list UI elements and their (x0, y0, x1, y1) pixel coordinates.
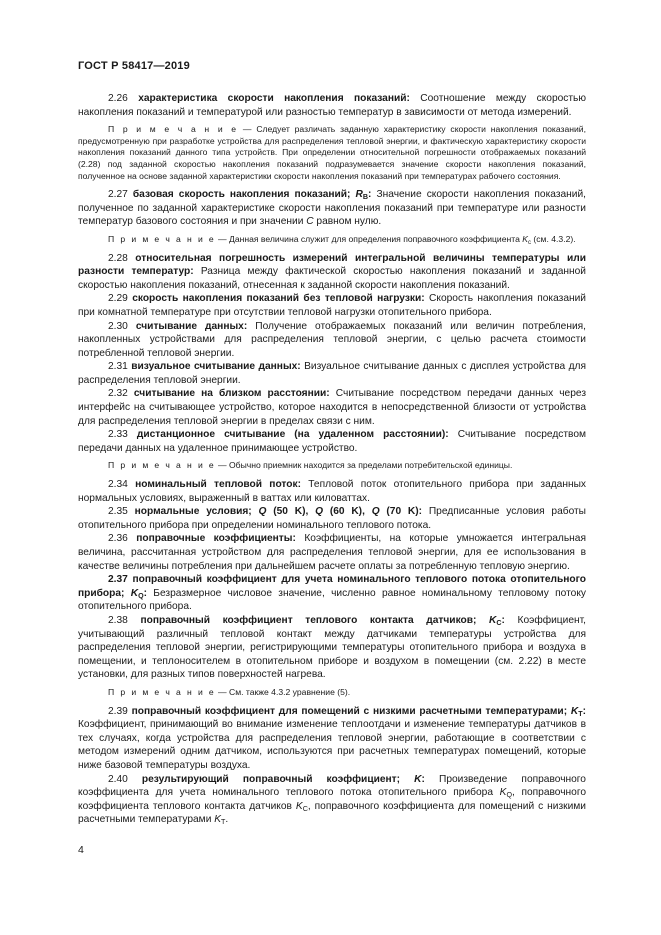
clause-2-26 (78, 92, 586, 119)
clause-number: 2.30 (108, 320, 128, 332)
definition: Безразмерное числовое значение, численно равное номинальному тепловому потоку отопительного прибора. (78, 587, 586, 613)
symbol: K (414, 773, 422, 785)
clause-number: 2.31 (108, 361, 128, 373)
note-label: П р и м е ч а н и е (108, 460, 216, 471)
clause-2-34 (78, 478, 586, 505)
clause-2-31 (78, 360, 586, 387)
note-text: — Обычно приемник находится за пределами потребительской единицы. (215, 460, 513, 471)
note-text: — См. также 4.3.2 уравнение (5). (215, 686, 351, 697)
definition: Соотношение между скоростью накопления показаний и температурой или разностью температур в зависимости от метода измерений. (78, 93, 586, 118)
clause-2-39: 2.39 поправочный коэффициент для помещений с низкими расчетными температурами; $K_T$: Коэффициент, принимающий во внимание изменение теплоотдачи и изменение температуры датчиков в тех случаях, когда устройства для распределения тепловой энергии, работающие в соответствии с методом измерений одним датчиком, используются при расчетных температурах помещений, которые ниже базовой температуры воздуха. (78, 705, 586, 771)
clause-number: 2.27 (108, 189, 128, 201)
note-2-33 (78, 460, 586, 472)
term: базовая скорость накопления показаний; (132, 189, 351, 201)
symbol-subscript: T (578, 709, 583, 718)
term: номинальный тепловой поток: (135, 479, 301, 491)
definition: Значение скорости накопления показаний, полученное по заданной характеристике скорости накопления показаний при температуре или разности температур базового состояния и при значении (78, 189, 586, 228)
term: дистанционное считывание (на удаленном расстоянии): (136, 429, 449, 441)
clause-2-35: 2.35 нормальные условия; Q (50 K), Q (60 K), Q (70 K): Предписанные условия работы отопительного прибора при определении номинального теплового потока. (78, 506, 587, 531)
note-text: — Данная величина служит для определения поправочного коэффициента (215, 233, 523, 244)
symbol-subscript: B (362, 193, 369, 202)
definition: Скорость накопления показаний при комнатной температуре при отсутствии тепловой нагрузки отопительного прибора. (78, 293, 586, 318)
clause-number: 2.40 (108, 773, 128, 785)
definition: Разница между фактической скоростью накопления показаний и заданной скоростью накопления показаний, отнесенная к заданной скорости накопления показаний. (78, 266, 586, 291)
term: относительная погрешность измерений интегральной величины температуры или разности температур: (78, 252, 586, 278)
clause-number: 2.29 (108, 293, 128, 305)
definition: Коэффициент, принимающий во внимание изменение теплоотдачи и изменение температуры датчиков в тех случаях, когда устройства для распределения тепловой энергии, работающие в соответствии с методом измерений одним датчиком, используются при расчетных температурах помещений, которые ниже базовой температуры воздуха. (78, 719, 586, 771)
clause-2-30 (78, 320, 586, 361)
clause-number: 2.35 (108, 506, 128, 518)
note-2-27: П р и м е ч а н и е — Данная величина служит для определения поправочного коэффициента $K_c$ (см. 4.3.2). (108, 233, 576, 246)
note-2-38 (78, 687, 586, 699)
definition: Считывание посредством передачи данных через интерфейс на считывающее устройство, которое находится в непосредственной близости от устройства для распределения тепловой энергии в пределах связи с ним. (78, 388, 586, 427)
clause-number: 2.32 (108, 388, 128, 400)
definition: Произведение поправочного коэффициента для учета номинального теплового потока отопительного прибора (78, 773, 586, 799)
clause-number: 2.37 (108, 574, 128, 586)
term: нормальные условия; (134, 506, 252, 518)
clause-2-29 (78, 292, 586, 319)
clause-2-33 (78, 428, 586, 455)
term: поправочный коэффициент для помещений с низкими расчетными температурами; (131, 705, 568, 717)
term: поправочный коэффициент для учета номинального теплового потока отопительного прибора; (78, 574, 586, 599)
note-label: П р и м е ч а н и е (108, 124, 238, 135)
clause-2-32 (78, 387, 586, 428)
note-label: П р и м е ч а н и е (108, 686, 216, 697)
clause-2-38: 2.38 поправочный коэффициент теплового контакта датчиков; $K_C$: Коэффициент, учитывающий различный тепловой контакт между датчиками температуры устройства для распределения тепловой энергии, регистрирующими температуры отопительного прибора и воздуха в помещении, и теплоносителем в отопительном приборе и воздухом в помещении (см. 2.22) в месте установки, для разных типов поверхностей нагрева. (78, 614, 586, 681)
symbol: K (489, 614, 497, 626)
term: визуальное считывание данных: (131, 361, 301, 373)
clause-number: 2.28 (108, 252, 128, 264)
term: считывание данных: (135, 320, 248, 332)
symbol: K (130, 587, 139, 599)
definition: Визуальное считывание данных с дисплея устройства для распределения тепловой энергии. (78, 361, 586, 386)
clause-2-36 (78, 532, 586, 573)
definition: Считывание посредством передачи данных на удаленное принимающее устройство. (78, 429, 586, 454)
document-body (78, 92, 586, 827)
clause-number: 2.38 (108, 614, 128, 626)
note-2-26 (78, 124, 586, 182)
definition: Коэффициенты, на которые умножается интегральная величина, рассчитанная устройством для распределения тепловой энергии, для ее использования в качестве величины потребления при дальнейшем расчете оплаты за потребленную тепловую энергию. (78, 533, 586, 572)
term: результирующий поправочный коэффициент; (141, 773, 401, 785)
clause-number: 2.33 (108, 429, 128, 441)
symbol: R (355, 189, 363, 201)
clause-number: 2.26 (108, 93, 128, 104)
definition: Предписанные условия работы отопительного прибора при определении номинального теплового потока. (78, 506, 587, 531)
symbol-subscript: Q (138, 591, 144, 600)
clause-number: 2.36 (108, 533, 128, 545)
note-label: П р и м е ч а н и е (108, 233, 216, 244)
clause-2-40: 2.40 результирующий поправочный коэффициент; K: Произведение поправочного коэффициента для учета номинального теплового потока отопительного прибора $K_Q$, поправочного коэффициента теплового контакта датчиков $K_C$, поправочного коэффициента для помещений с низкими расчетными температурами $K_T$. (78, 773, 586, 827)
term: скорость накопления показаний без тепловой нагрузки: (132, 293, 425, 305)
term: поправочные коэффициенты: (136, 533, 296, 545)
clause-2-27: 2.27 базовая скорость накопления показаний; $R_B$: Значение скорости накопления показаний, полученное по заданной характеристике скорости накопления показаний при температуре или разности температур базового состояния и при значении C равном нулю. (78, 189, 586, 228)
definition: Получение отображаемых показаний или величин потребления, накопленных устройствами для распределения тепловой энергии, с целью расчета стоимости потребленной тепловой энергии. (78, 320, 586, 359)
term: характеристика скорости накопления показаний: (138, 93, 410, 104)
note-text: — Следует различать заданную характеристику скорости накопления показаний, предусмотренную при разработке устройства для распределения тепловой энергии, и фактическую характеристику скорости накопления показаний данного типа устройств. При определении относительной погрешности отображаемых показаний (2.28) под заданной скоростью накопления показаний подразумевается значение скорости накопления показаний, полученное на основе заданной характеристики скорости накопления показаний при температурах рабочего состояния. (78, 124, 586, 181)
document-header: ГОСТ Р 58417—2019 (78, 60, 190, 72)
clause-2-37: 2.37 поправочный коэффициент для учета номинального теплового потока отопительного прибора; $K_Q$: Безразмерное числовое значение, численно равное номинальному тепловому потоку отопительного прибора. (78, 574, 586, 613)
clause-2-28 (78, 252, 586, 293)
clause-number: 2.39 (108, 705, 128, 717)
page-number: 4 (78, 844, 84, 856)
symbol: K (570, 705, 579, 717)
term: считывание на близком расстоянии: (133, 388, 330, 400)
term: поправочный коэффициент теплового контакта датчиков; (140, 614, 477, 626)
clause-number: 2.34 (108, 479, 128, 491)
definition: Коэффициент, учитывающий различный тепловой контакт между датчиками температуры устройства для распределения тепловой энергии, регистрирующими температуры отопительного прибора и воздуха в помещении, и теплоносителем в отопительном приборе и воздухом в помещении (см. 2.22) в месте установки, для разных типов поверхностей нагрева. (78, 614, 586, 681)
definition: Тепловой поток отопительного прибора при заданных нормальных условиях, выраженный в ваттах или киловаттах. (78, 479, 587, 504)
symbol-subscript: C (496, 618, 502, 627)
